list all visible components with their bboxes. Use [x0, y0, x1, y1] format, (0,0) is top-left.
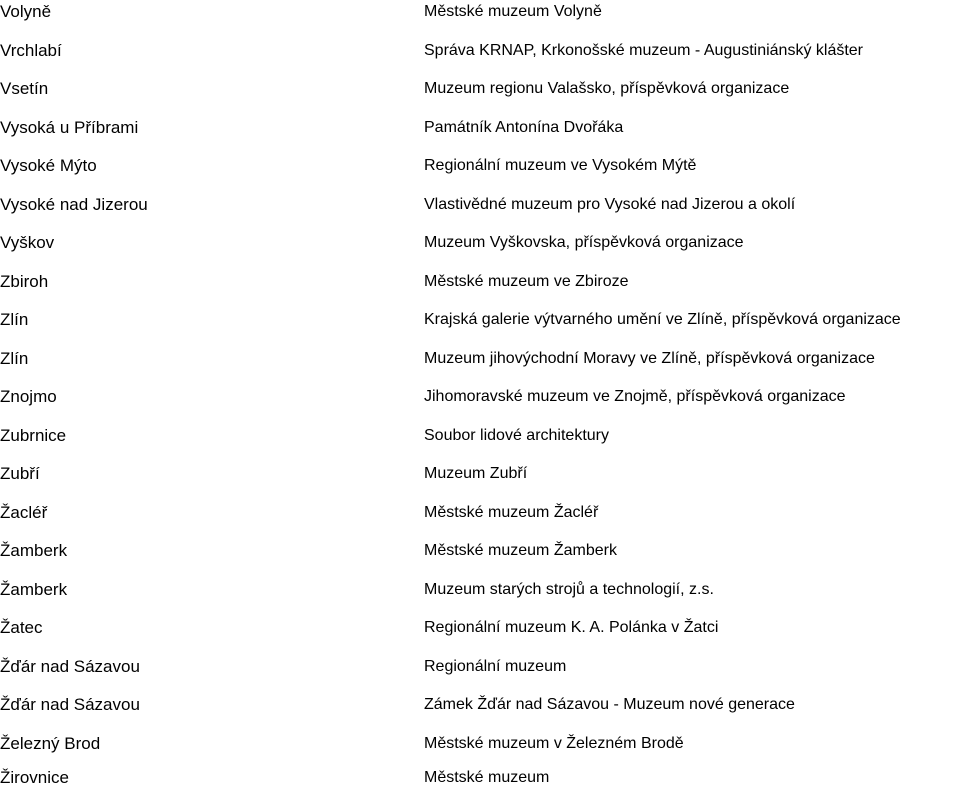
table-row [0, 766, 960, 790]
city-name: Žatec [0, 618, 43, 637]
city-name: Znojmo [0, 387, 57, 406]
table-row [0, 616, 960, 640]
city-name: Vysoká u Příbrami [0, 117, 139, 137]
museum-name: Krajská galerie výtvarného umění ve Zlíně, příspěvková organizace [424, 311, 901, 328]
museum-name: Městské muzeum ve Zbiroze [424, 272, 629, 290]
museum-name: Muzeum regionu Valašsko, příspěvková organizace [424, 80, 790, 97]
city-name: Zlín [0, 348, 29, 368]
table-row [0, 193, 960, 217]
table-row [0, 0, 960, 24]
table-row [0, 578, 960, 602]
museum-name: Muzeum jihovýchodní Moravy ve Zlíně, příspěvková organizace [424, 349, 875, 367]
museum-name: Muzeum Zubří [424, 465, 528, 482]
city-name: Žacléř [0, 502, 48, 522]
city-name: Vysoké nad Jizerou [0, 194, 148, 214]
table-row [0, 77, 960, 101]
city-name: Žďár nad Sázavou [0, 695, 140, 714]
city-name: Zubrnice [0, 425, 67, 445]
table-row [0, 732, 960, 756]
city-name: Železný Brod [0, 733, 101, 753]
table-row [0, 308, 960, 332]
city-name: Vysoké Mýto [0, 156, 97, 175]
museum-name: Regionální muzeum K. A. Polánka v Žatci [424, 619, 719, 636]
city-name: Žirovnice [0, 768, 69, 787]
museum-name: Muzeum starých strojů a technologií, z.s. [424, 580, 714, 598]
museum-name: Městské muzeum [424, 769, 550, 786]
museum-name: Muzeum Vyškovska, příspěvková organizace [424, 234, 744, 251]
table-row [0, 539, 960, 563]
table-row [0, 424, 960, 448]
city-name: Vyškov [0, 233, 55, 252]
city-name: Žďár nad Sázavou [0, 656, 140, 676]
table-row [0, 39, 960, 63]
museum-name: Správa KRNAP, Krkonošské muzeum - Augustiniánský klášter [424, 41, 864, 59]
city-name: Zubří [0, 464, 40, 483]
museum-name: Vlastivědné muzeum pro Vysoké nad Jizerou a okolí [424, 195, 796, 213]
museum-name: Městské muzeum Žacléř [424, 503, 599, 521]
museum-name: Městské muzeum Žamberk [424, 542, 617, 559]
museum-name: Soubor lidové architektury [424, 426, 609, 444]
table-row [0, 154, 960, 178]
city-name: Žamberk [0, 541, 68, 560]
table-row [0, 501, 960, 525]
table-row [0, 231, 960, 255]
table-row [0, 116, 960, 140]
city-name: Žamberk [0, 579, 68, 599]
museum-name: Památník Antonína Dvořáka [424, 118, 624, 136]
table-row [0, 693, 960, 717]
city-name: Vsetín [0, 79, 49, 98]
city-name: Zbiroh [0, 271, 49, 291]
table-row [0, 347, 960, 371]
museum-name: Regionální muzeum [424, 657, 567, 675]
museum-name: Městské muzeum Volyně [424, 3, 602, 20]
city-name: Volyně [0, 2, 52, 21]
museum-name: Regionální muzeum ve Vysokém Mýtě [424, 157, 697, 174]
table-row [0, 462, 960, 486]
city-name: Vrchlabí [0, 40, 62, 60]
table-row [0, 385, 960, 409]
museum-name: Jihomoravské muzeum ve Znojmě, příspěvková organizace [424, 388, 846, 405]
table-row [0, 655, 960, 679]
museum-name: Městské muzeum v Železném Brodě [424, 734, 684, 752]
city-name: Zlín [0, 310, 29, 329]
museum-name: Zámek Žďár nad Sázavou - Muzeum nové generace [424, 696, 795, 713]
table-row [0, 270, 960, 294]
